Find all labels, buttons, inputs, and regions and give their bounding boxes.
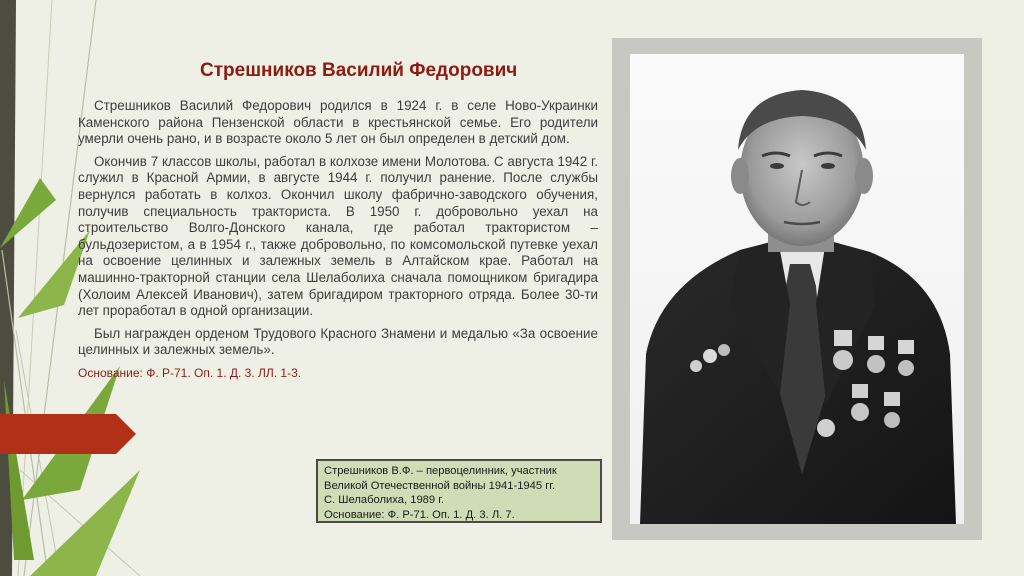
caption-line: Основание: Ф. Р-71. Оп. 1. Д. 3. Л. 7. xyxy=(324,508,515,521)
paragraph-birth: Стрешников Василий Федорович родился в 1924 г. в селе Ново-Украинки Каменского района Пензенской области в крестьянской семье. Его родители умерли очень рано, и в возрасте около 5 лет он был определен в детский дом. xyxy=(78,98,598,147)
eye-right xyxy=(821,163,835,169)
biography-text xyxy=(78,98,598,388)
eye-left xyxy=(770,163,784,169)
source-reference: Основание: Ф. Р-71. Оп. 1. Д. 3. ЛЛ. 1-3. xyxy=(78,365,302,380)
ear-right xyxy=(855,158,873,194)
caption-line: Великой Отечественной войны 1941-1945 гг. xyxy=(324,479,556,492)
photo-caption-box xyxy=(316,459,602,523)
ear-left xyxy=(731,158,749,194)
slide-title: Стрешников Василий Федорович xyxy=(200,60,518,81)
portrait-image xyxy=(630,54,964,524)
red-arrow xyxy=(0,414,136,454)
paragraph-career: Окончив 7 классов школы, работал в колхозе имени Молотова. С августа 1942 г. служил в Красной Армии, в августе 1944 г. получил ранение. После службы вернулся работать в колхоз. Окончил школу фабрично-заводского обучения, получив специальность тракториста. В 1950 г. добровольно уехал на строительство Волго-Донского канала, где работал трактористом – бульдозеристом, а в 1954 г., также добровольно, по комсомольской путевке уехал на освоение целинных и залежных земель в Алтайском крае. Работал на машинно-тракторной станции села Шелаболиха сначала помощником бригадира (Холоим Алексей Иванович), затем бригадиром тракторного отряда. Более 30-ти лет проработал в одной организации. xyxy=(78,153,598,319)
caption-line: С. Шелаболиха, 1989 г. xyxy=(324,494,445,507)
photo-frame xyxy=(612,38,982,540)
paragraph-awards: Был награжден орденом Трудового Красного Знамени и медалью «За освоение целинных и залежных земель». xyxy=(78,325,598,358)
caption-line: Стрешников В.Ф. – первоцелинник, участник xyxy=(324,465,557,477)
portrait-photo xyxy=(630,54,964,524)
